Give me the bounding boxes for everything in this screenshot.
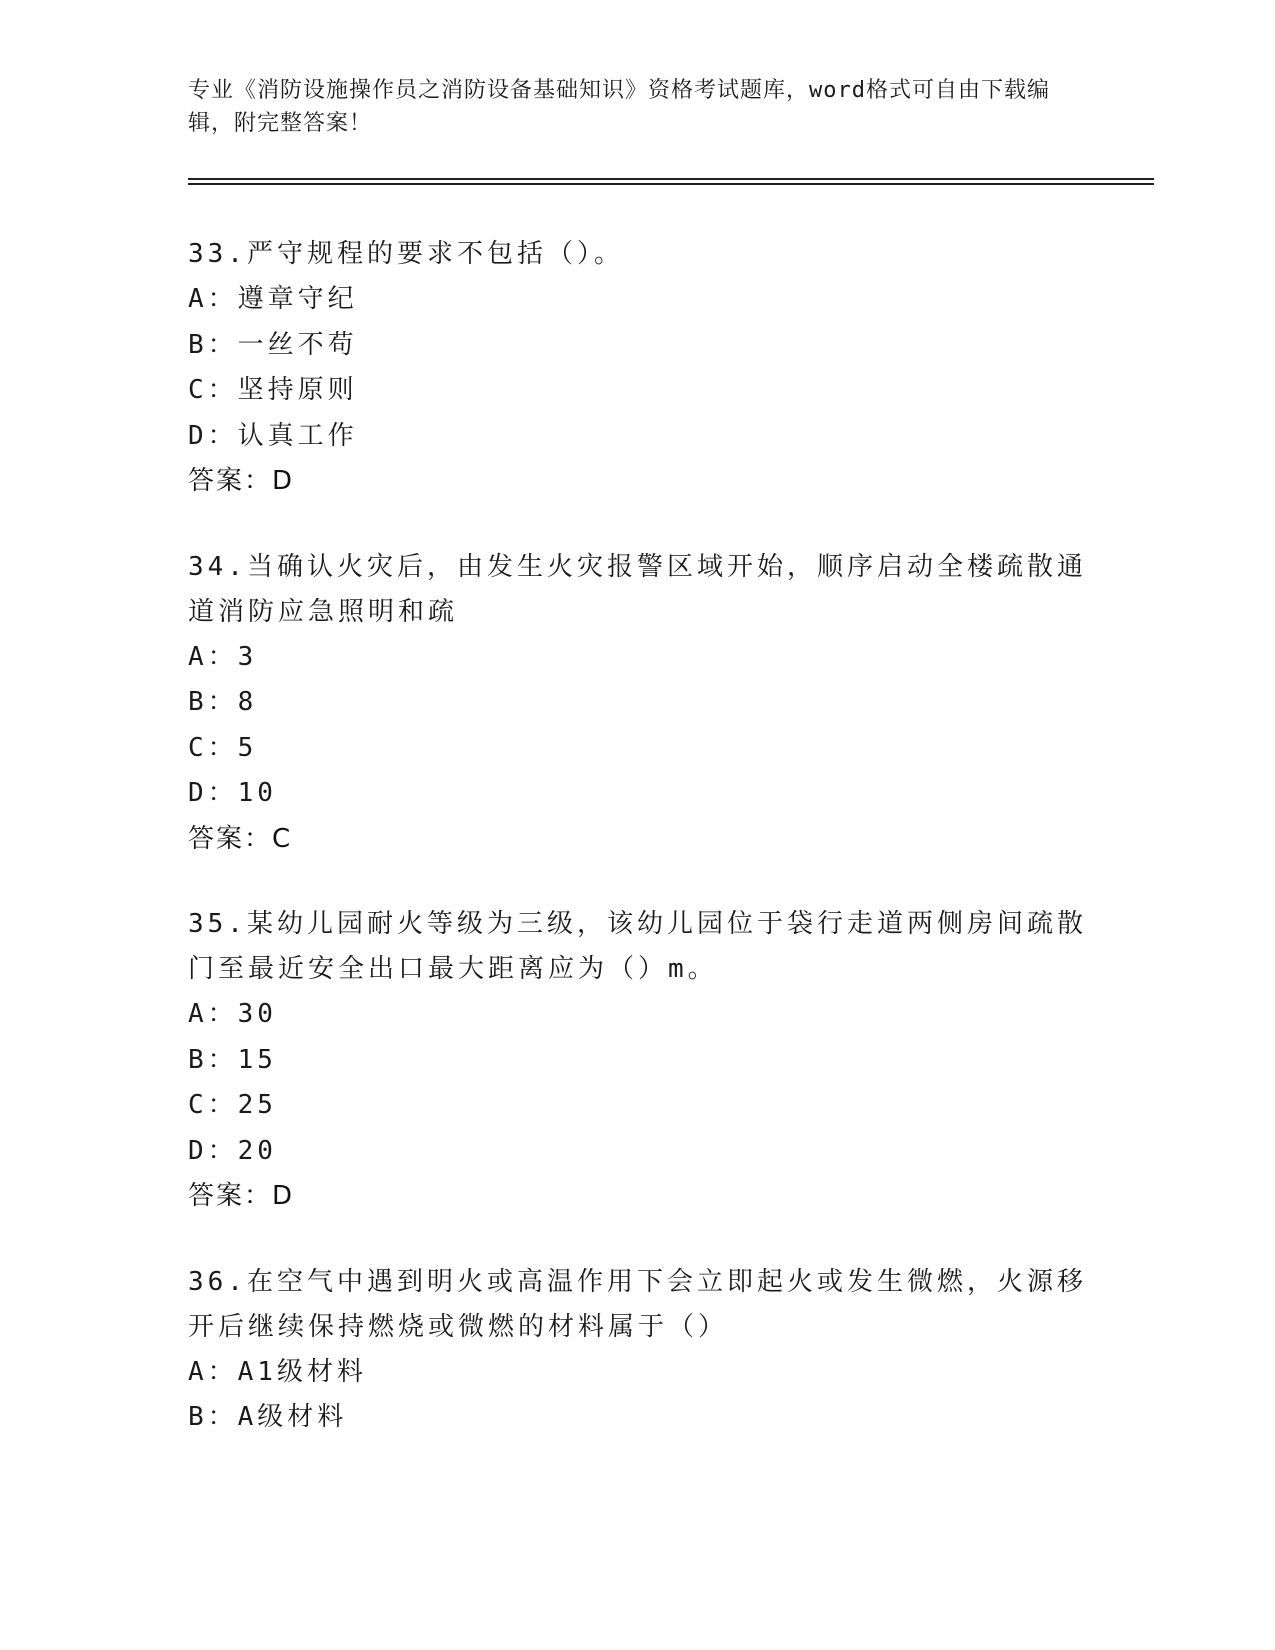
option-c: C：25 [188,1090,277,1120]
option-b: B：A级材料 [188,1402,348,1432]
option-d: D：10 [188,778,277,808]
question-list [188,232,1088,1481]
header-divider-bottom [188,183,1154,185]
option-a: A：遵章守纪 [188,284,358,314]
option-b: B：8 [188,687,258,717]
answer-line: 答案：C [188,823,293,854]
option-c: C：坚持原则 [188,375,358,405]
option-a: A：30 [188,999,277,1029]
option-a: A：A1级材料 [188,1356,367,1387]
question-34 [188,545,1088,863]
header-divider-top [188,178,1154,180]
option-d: D：20 [188,1135,277,1166]
option-d: D：认真工作 [188,420,358,451]
question-stem: 35.某幼儿园耐火等级为三级，该幼儿园位于袋行走道两侧房间疏散门至最近安全出口最大距离应为（）m。 [188,909,1087,984]
answer-line: 答案：D [188,1181,295,1211]
question-35 [188,902,1088,1220]
option-b: B：15 [188,1044,277,1075]
question-stem: 34.当确认火灾后，由发生火灾报警区域开始，顺序启动全楼疏散通道消防应急照明和疏 [188,551,1087,627]
question-33 [188,232,1088,505]
question-stem: 33.严守规程的要求不包括（）。 [188,239,624,269]
document-header: 专业《消防设施操作员之消防设备基础知识》资格考试题库，word格式可自由下载编辑，附完整答案！ [188,78,1050,136]
option-a: A：3 [188,641,258,672]
answer-line: 答案：D [188,466,295,496]
question-stem: 36.在空气中遇到明火或高温作用下会立即起火或发生微燃，火源移开后继续保持燃烧或微燃的材料属于（） [188,1266,1087,1342]
option-b: B：一丝不苟 [188,329,358,360]
option-c: C：5 [188,732,258,763]
question-36 [188,1260,1088,1441]
